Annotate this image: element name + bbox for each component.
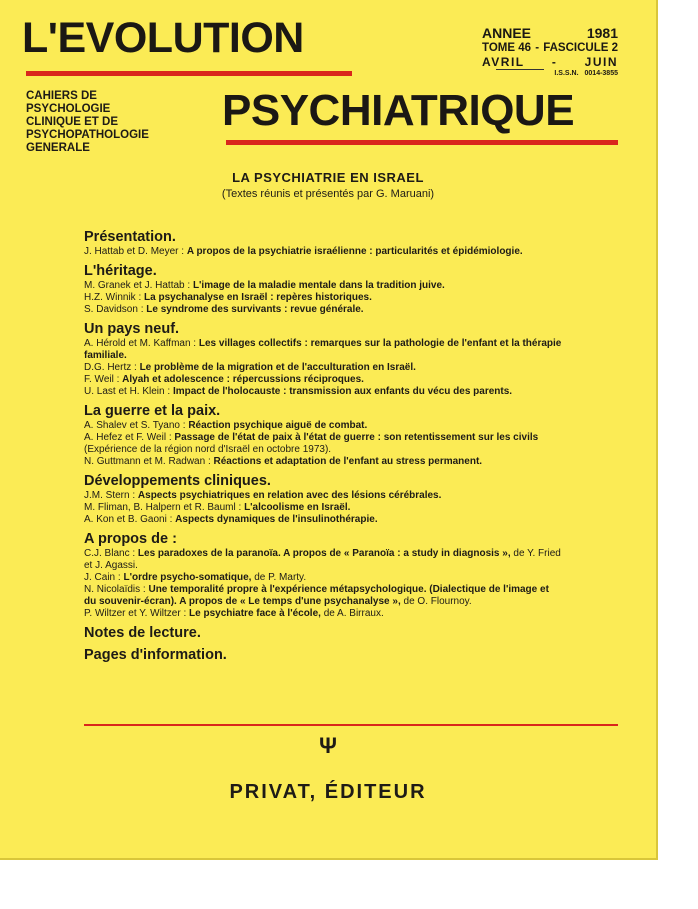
toc-entry-authors: A. Kon et B. Gaoni : [84,514,176,525]
toc-section-heading: La guerre et la paix. [84,403,221,419]
subtitle-line: CAHIERS DE [26,90,97,102]
toc-entry [84,420,562,432]
toc-entry-title: Le psychiatre face à l'école, [189,608,321,619]
issue-tome: TOME 46 [482,42,531,54]
issue-year: 1981 [586,25,618,41]
toc-entry-authors: N. Guttmann et M. Radwan : [84,456,214,467]
toc-entry-authors: S. Davidson : [84,304,147,315]
toc-entry-authors: A. Shalev et S. Tyano : [84,420,189,431]
toc-entry-title: La psychanalyse en Israël : repères historiques. [144,292,372,303]
toc-entry-title: Réactions et adaptation de l'enfant au stress permanent. [213,456,483,467]
toc-entry [84,246,562,258]
psi-logo: Ψ [319,733,337,758]
toc-entry [84,386,562,398]
issue-month-from: AVRIL [482,55,525,69]
toc-entry-title: Une temporalité propre à l'expérience métapsychologique. (Dialectique de l'image et du souvenir-écran). A propos de « Le temps d'une psychanalyse », [84,584,549,607]
toc-entry [84,456,562,468]
journal-title-line1: L'EVOLUTION [22,14,304,62]
toc-section-heading: Présentation. [84,229,176,245]
toc-entry [84,304,562,316]
toc-entry-authors: M. Granek et J. Hattab : [84,280,193,291]
toc-entry [84,374,562,386]
toc-entry-title: Impact de l'holocauste : transmission aux enfants du vécu des parents. [172,386,513,397]
toc-entry-title: Réaction psychique aiguë de combat. [188,420,368,431]
toc-entry-note: de P. Marty. [251,572,307,583]
toc-entry-title: Le problème de la migration et de l'acculturation en Israël. [139,362,416,373]
toc-entry [84,514,562,526]
subtitle-line: CLINIQUE ET DE [26,116,119,128]
toc-closing-section: Notes de lecture. [84,625,201,641]
toc-entry-authors: P. Wiltzer et Y. Wiltzer : [84,608,190,619]
title-underline-bottom [226,140,618,145]
toc-entry-authors: J.M. Stern : [84,490,138,501]
title-underline-top [26,71,352,76]
toc-entry-authors: M. Fliman, B. Halpern et R. Bauml : [84,502,245,513]
journal-title-line2: PSYCHIATRIQUE [222,86,575,135]
toc-entry-title: Passage de l'état de paix à l'état de guerre : son retentissement sur les civils [174,432,539,443]
toc-entry [84,338,562,362]
toc-entry-title: Les villages collectifs : remarques sur la pathologie de l'enfant et la thérapie familiale. [84,338,562,361]
toc-entry-title: Alyah et adolescence : répercussions réciproques. [122,374,364,385]
toc-entry-authors: A. Hefez et F. Weil : [84,432,175,443]
toc-entry [84,292,562,304]
toc-entry-title: A propos de la psychiatrie israélienne : particularités et épidémiologie. [186,246,523,257]
toc-entry-authors: A. Hérold et M. Kaffman : [84,338,199,349]
toc-entry [84,584,562,608]
toc-entry-title: Aspects dynamiques de l'insulinothérapie. [175,514,378,525]
toc-entry-note: de O. Flournoy. [400,596,472,607]
toc-section-heading: A propos de : [84,531,177,547]
toc-entry-authors: N. Nicolaïdis : [84,584,149,595]
toc-entry-title: Les paradoxes de la paranoïa. A propos de « Paranoïa : a study in diagnosis », [137,548,511,559]
toc-entry-authors: U. Last et H. Klein : [84,386,173,397]
toc-entry [84,502,562,514]
toc-entry [84,362,562,374]
toc-entry [84,490,562,502]
toc-entry-authors: J. Cain : [84,572,124,583]
issn-label: I.S.S.N. [554,70,579,77]
toc-entry [84,548,562,572]
subtitle-line: PSYCHOLOGIE [26,103,111,115]
footer-rule [84,724,618,726]
toc-entry-authors: D.G. Hertz : [84,362,140,373]
toc-entry [84,432,562,456]
issue-fascicule: FASCICULE 2 [543,42,618,54]
toc-section-heading: Un pays neuf. [84,321,180,337]
issue-dash: - [535,42,540,54]
issue-month-to: JUIN [584,55,618,69]
issue-info [482,26,618,79]
toc-closing-section: Pages d'information. [84,647,227,663]
annee-label: ANNEE [482,25,532,41]
toc-entry-note: de A. Birraux. [320,608,384,619]
toc-section-heading: L'héritage. [84,263,157,279]
subtitle-line: GENERALE [26,142,90,154]
subtitle-line: PSYCHOPATHOLOGIE [26,129,149,141]
issn-rule [496,69,544,79]
toc-entry-authors: F. Weil : [84,374,123,385]
journal-subtitle [26,90,149,155]
toc-entry-title: Le syndrome des survivants : revue générale. [146,304,364,315]
toc-entry-title: Aspects psychiatriques en relation avec des lésions cérébrales. [137,490,442,501]
issue-month-dash: - [551,55,558,69]
toc-entry-authors: C.J. Blanc : [84,548,138,559]
toc-entry [84,608,562,620]
toc-entry-authors: J. Hattab et D. Meyer : [84,246,187,257]
toc-entry [84,280,562,292]
toc-entry-title: L'image de la maladie mentale dans la tradition juive. [192,280,445,291]
toc-entry-authors: H.Z. Winnik : [84,292,145,303]
toc-entry-note: (Expérience de la région nord d'Israël en octobre 1973). [84,444,332,455]
issue-theme-subtitle: (Textes réunis et présentés par G. Maruani) [221,188,435,200]
issue-theme-title: LA PSYCHIATRIE EN ISRAEL [232,170,424,185]
toc-section-heading: Développements cliniques. [84,473,271,489]
table-of-contents [84,228,562,668]
toc-entry [84,572,562,584]
publisher-name: PRIVAT, ÉDITEUR [229,781,427,803]
issn-number: 0014-3855 [584,70,618,77]
toc-entry-note: de Y. Fried et J. Agassi. [84,548,561,571]
toc-entry-title: L'ordre psycho-somatique, [123,572,252,583]
toc-entry-title: L'alcoolisme en Israël. [244,502,351,513]
